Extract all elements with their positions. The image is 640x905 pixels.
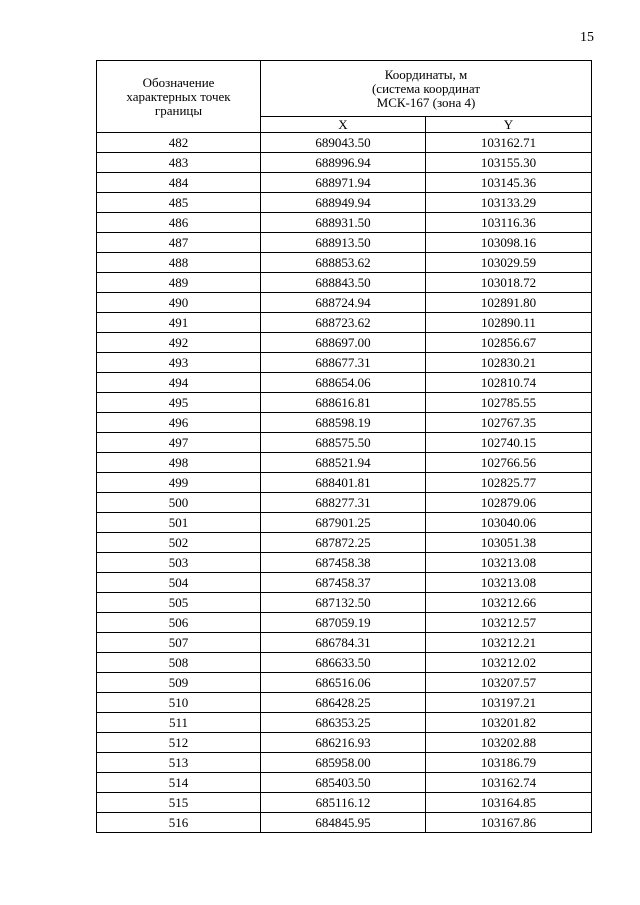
cell-point: 504	[97, 573, 261, 593]
cell-y: 103212.02	[426, 653, 592, 673]
cell-y: 103197.21	[426, 693, 592, 713]
cell-point: 501	[97, 513, 261, 533]
table-row	[97, 713, 592, 733]
cell-x: 687872.25	[261, 533, 426, 553]
cell-y: 103202.88	[426, 733, 592, 753]
table-row	[97, 333, 592, 353]
table-row	[97, 273, 592, 293]
cell-x: 687458.37	[261, 573, 426, 593]
cell-y: 103133.29	[426, 193, 592, 213]
cell-point: 484	[97, 173, 261, 193]
cell-point: 511	[97, 713, 261, 733]
cell-x: 688401.81	[261, 473, 426, 493]
cell-point: 505	[97, 593, 261, 613]
table-row	[97, 193, 592, 213]
cell-y: 103201.82	[426, 713, 592, 733]
cell-x: 685116.12	[261, 793, 426, 813]
cell-point: 485	[97, 193, 261, 213]
cell-y: 103155.30	[426, 153, 592, 173]
header-x: X	[261, 117, 426, 133]
cell-y: 103162.74	[426, 773, 592, 793]
table-row	[97, 733, 592, 753]
cell-point: 503	[97, 553, 261, 573]
header-point-line-1: Обозначение	[142, 74, 215, 90]
header-coords-line-1: Координаты, м	[384, 66, 468, 82]
cell-x: 686428.25	[261, 693, 426, 713]
cell-x: 688654.06	[261, 373, 426, 393]
cell-point: 508	[97, 653, 261, 673]
cell-y: 103051.38	[426, 533, 592, 553]
table-row	[97, 173, 592, 193]
cell-y: 103212.57	[426, 613, 592, 633]
cell-point: 491	[97, 313, 261, 333]
cell-y: 102830.21	[426, 353, 592, 373]
table-row	[97, 133, 592, 153]
cell-x: 688277.31	[261, 493, 426, 513]
table-row	[97, 653, 592, 673]
cell-y: 103164.85	[426, 793, 592, 813]
cell-y: 102825.77	[426, 473, 592, 493]
header-point-line-3: границы	[154, 102, 203, 118]
cell-x: 684845.95	[261, 813, 426, 833]
cell-point: 510	[97, 693, 261, 713]
cell-x: 688616.81	[261, 393, 426, 413]
cell-y: 103040.06	[426, 513, 592, 533]
cell-point: 497	[97, 433, 261, 453]
cell-point: 516	[97, 813, 261, 833]
cell-point: 489	[97, 273, 261, 293]
cell-y: 103018.72	[426, 273, 592, 293]
cell-y: 103212.21	[426, 633, 592, 653]
cell-x: 688949.94	[261, 193, 426, 213]
cell-point: 487	[97, 233, 261, 253]
cell-x: 688853.62	[261, 253, 426, 273]
cell-x: 687132.50	[261, 593, 426, 613]
header-point-designation	[97, 61, 261, 133]
cell-point: 513	[97, 753, 261, 773]
cell-point: 506	[97, 613, 261, 633]
table-row	[97, 773, 592, 793]
cell-y: 103167.86	[426, 813, 592, 833]
cell-x: 688575.50	[261, 433, 426, 453]
cell-x: 688598.19	[261, 413, 426, 433]
cell-x: 686633.50	[261, 653, 426, 673]
cell-y: 102891.80	[426, 293, 592, 313]
cell-y: 102810.74	[426, 373, 592, 393]
cell-point: 486	[97, 213, 261, 233]
header-coordinates	[261, 61, 592, 117]
cell-x: 688697.00	[261, 333, 426, 353]
cell-y: 102767.35	[426, 413, 592, 433]
table-body	[97, 133, 592, 833]
table-row	[97, 233, 592, 253]
table-row	[97, 393, 592, 413]
cell-point: 500	[97, 493, 261, 513]
cell-x: 687458.38	[261, 553, 426, 573]
table-row	[97, 413, 592, 433]
page-number: 15	[580, 30, 594, 45]
cell-y: 103145.36	[426, 173, 592, 193]
cell-point: 502	[97, 533, 261, 553]
cell-point: 509	[97, 673, 261, 693]
cell-point: 493	[97, 353, 261, 373]
cell-point: 483	[97, 153, 261, 173]
coordinates-table	[96, 60, 592, 833]
table-row	[97, 353, 592, 373]
cell-y: 102740.15	[426, 433, 592, 453]
cell-y: 103212.66	[426, 593, 592, 613]
cell-point: 496	[97, 413, 261, 433]
cell-y: 103213.08	[426, 573, 592, 593]
cell-x: 688521.94	[261, 453, 426, 473]
cell-x: 688931.50	[261, 213, 426, 233]
cell-x: 688913.50	[261, 233, 426, 253]
table-row	[97, 433, 592, 453]
cell-y: 103207.57	[426, 673, 592, 693]
table-row	[97, 373, 592, 393]
cell-y: 103029.59	[426, 253, 592, 273]
cell-point: 507	[97, 633, 261, 653]
table-row	[97, 253, 592, 273]
cell-y: 103186.79	[426, 753, 592, 773]
cell-x: 688724.94	[261, 293, 426, 313]
cell-x: 688677.31	[261, 353, 426, 373]
cell-x: 686516.06	[261, 673, 426, 693]
cell-point: 512	[97, 733, 261, 753]
cell-y: 102766.56	[426, 453, 592, 473]
header-coords-line-3: МСК-167 (зона 4)	[376, 94, 476, 110]
cell-x: 689043.50	[261, 133, 426, 153]
table-row	[97, 293, 592, 313]
cell-point: 494	[97, 373, 261, 393]
header-y: Y	[426, 117, 592, 133]
cell-y: 102890.11	[426, 313, 592, 333]
cell-y: 103162.71	[426, 133, 592, 153]
cell-y: 102785.55	[426, 393, 592, 413]
table-row	[97, 553, 592, 573]
cell-x: 688723.62	[261, 313, 426, 333]
cell-x: 688996.94	[261, 153, 426, 173]
cell-x: 687901.25	[261, 513, 426, 533]
table-row	[97, 593, 592, 613]
table-row	[97, 793, 592, 813]
table-row	[97, 213, 592, 233]
table-row	[97, 473, 592, 493]
cell-y: 102879.06	[426, 493, 592, 513]
cell-point: 514	[97, 773, 261, 793]
cell-point: 492	[97, 333, 261, 353]
table-row	[97, 633, 592, 653]
table-row	[97, 673, 592, 693]
cell-x: 688971.94	[261, 173, 426, 193]
cell-y: 103116.36	[426, 213, 592, 233]
table-row	[97, 753, 592, 773]
cell-x: 685403.50	[261, 773, 426, 793]
table-header	[97, 61, 592, 133]
header-coords-line-2: (система координат	[371, 80, 481, 96]
cell-point: 488	[97, 253, 261, 273]
cell-x: 686216.93	[261, 733, 426, 753]
cell-y: 103213.08	[426, 553, 592, 573]
table-row	[97, 573, 592, 593]
cell-point: 499	[97, 473, 261, 493]
table-row	[97, 313, 592, 333]
table-row	[97, 533, 592, 553]
cell-y: 102856.67	[426, 333, 592, 353]
cell-x: 687059.19	[261, 613, 426, 633]
header-point-line-2: характерных точек	[126, 88, 231, 104]
table-row	[97, 513, 592, 533]
cell-x: 688843.50	[261, 273, 426, 293]
cell-point: 495	[97, 393, 261, 413]
cell-point: 490	[97, 293, 261, 313]
cell-point: 515	[97, 793, 261, 813]
table-row	[97, 453, 592, 473]
cell-x: 686353.25	[261, 713, 426, 733]
table-row	[97, 693, 592, 713]
table-row	[97, 153, 592, 173]
table-row	[97, 813, 592, 833]
cell-x: 685958.00	[261, 753, 426, 773]
cell-point: 498	[97, 453, 261, 473]
table-row	[97, 613, 592, 633]
cell-x: 686784.31	[261, 633, 426, 653]
cell-point: 482	[97, 133, 261, 153]
cell-y: 103098.16	[426, 233, 592, 253]
table-row	[97, 493, 592, 513]
